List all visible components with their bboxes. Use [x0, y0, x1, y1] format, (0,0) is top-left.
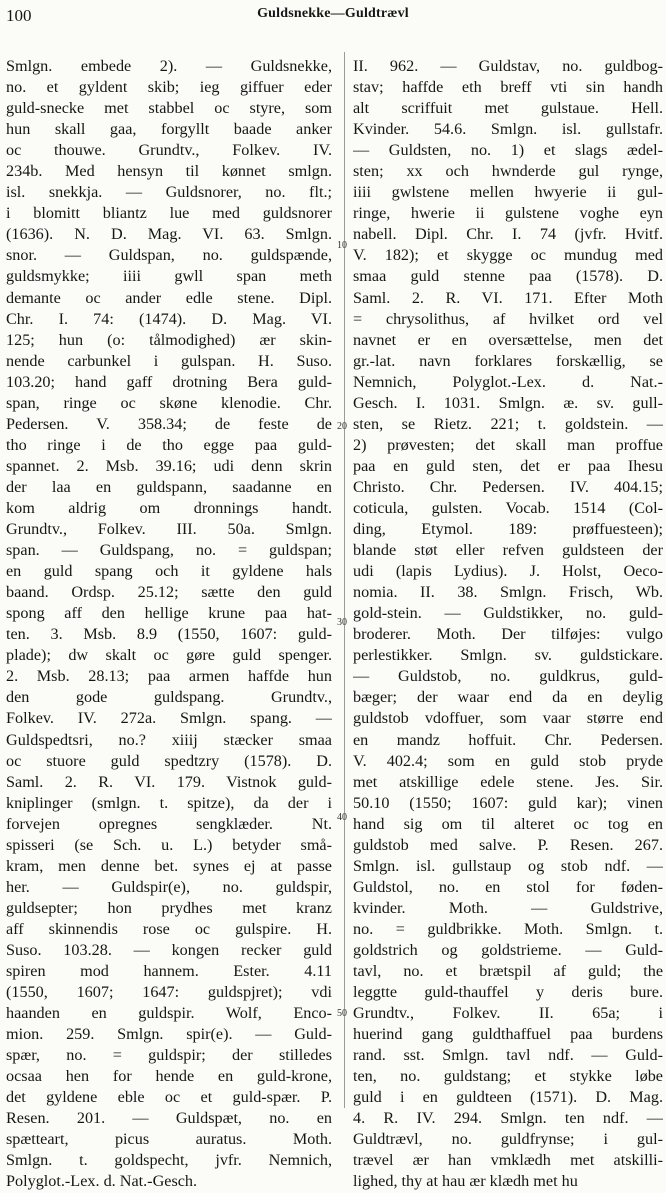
text-line: forvejen opregnes sengklæder. Nt.	[6, 814, 332, 833]
text-line: — Guldsten, no. 1) et slags ædel-	[353, 141, 663, 160]
text-line: gr.-lat. navn forklares forskællig, se	[353, 351, 663, 370]
text-line: guldsmykke; iiii gwll span meth	[6, 267, 332, 286]
text-line: Guldstol, no. en stol for føden-	[353, 877, 663, 896]
text-line: II. 962. — Guldstav, no. guldbog-	[353, 57, 663, 75]
text-line: 2) prøvesten; det skall man proffue	[353, 435, 663, 454]
text-line: kom aldrig om dronnings handt.	[6, 498, 332, 517]
text-line: spong aff den hellige krune paa hat-	[6, 604, 332, 623]
line-number: 20	[337, 421, 347, 432]
text-line: (1636). N. D. Mag. VI. 63. Smlgn.	[6, 225, 332, 244]
text-line: spætteart, picus auratus. Moth.	[6, 1130, 332, 1149]
text-line: span. — Guldspang, no. = guldspan;	[6, 541, 332, 560]
page-number: 100	[6, 6, 32, 25]
text-line: den gode guldspang. Grundtv.,	[6, 688, 332, 707]
text-line: 2. Msb. 28.13; paa armen haffde hun	[6, 667, 332, 686]
text-line: guld i en guldteen (1571). D. Mag.	[353, 1088, 663, 1107]
text-line: ocsaa hen for hende en guld-krone,	[6, 1067, 332, 1086]
line-number: 30	[337, 617, 347, 628]
text-line: 234b. Med hensyn til kønnet smlgn.	[6, 162, 332, 181]
text-line: det gyldene eble oc et guld-spær. P.	[6, 1088, 332, 1107]
text-line: en guld spang och it gyldene hals	[6, 562, 332, 581]
text-line: guldstob med salve. P. Resen. 267.	[353, 835, 663, 854]
line-number: 10	[337, 240, 347, 251]
text-line: demante oc ander edle stene. Dipl.	[6, 288, 332, 307]
text-line: sten; xx och hwnderde gul rynge,	[353, 162, 663, 181]
text-line: isl. snekkja. — Guldsnorer, no. flt.;	[6, 183, 332, 202]
text-line: nabell. Dipl. Chr. I. 74 (jvfr. Hvitf.	[353, 225, 663, 244]
text-line: Nemnich, Polyglot.-Lex. d. Nat.-	[353, 372, 663, 391]
text-line: trævel ær han vmklædh met atskilli-	[353, 1151, 663, 1170]
text-line: haanden en guldspir. Wolf, Enco-	[6, 1004, 332, 1023]
text-line: ding, Etymol. 189: prøffuesteen);	[353, 520, 663, 539]
text-line: baand. Ordsp. 25.12; sætte den guld	[6, 583, 332, 602]
text-line: met atskillige edele stene. Jes. Sir.	[353, 772, 663, 791]
text-line: ringe, hwerie ii gulstene voghe eyn	[353, 204, 663, 223]
text-line: guldsepter; hon prydhes met kranz	[6, 898, 332, 917]
text-line: Smlgn. t. goldspecht, jvfr. Nemnich,	[6, 1151, 332, 1170]
text-line: en mandz hoffuit. Chr. Pedersen.	[353, 730, 663, 749]
text-line: guldstob vdoffuer, som vaar større end	[353, 709, 663, 728]
text-line: (1550, 1607; 1647: guldspjret); vdi	[6, 983, 332, 1002]
text-line: mion. 259. Smlgn. spir(e). — Guld-	[6, 1025, 332, 1044]
text-line: navnet er en oversættelse, men det	[353, 330, 663, 349]
text-line: der laa en guldspann, saadanne en	[6, 477, 332, 496]
text-line: Chr. I. 74: (1474). D. Mag. VI.	[6, 309, 332, 328]
text-line: Saml. 2. R. VI. 179. Vistnok guld-	[6, 772, 332, 791]
text-line: V. 402.4; som en guld stob pryde	[353, 751, 663, 770]
running-head: Guldsnekke—Guldtrævl	[257, 6, 409, 21]
text-line: 103.20; hand gaff drotning Bera guld-	[6, 372, 332, 391]
text-line: Kvinder. 54.6. Smlgn. isl. gullstafr.	[353, 120, 663, 139]
text-line: Guldspedtsri, no.? xiiij stæcker smaa	[6, 730, 332, 749]
text-line: coticula, gulsten. Vocab. 1514 (Col-	[353, 498, 663, 517]
text-line: tho ringe i de tho egge paa guld-	[6, 435, 332, 454]
text-line: i blomitt bliantz lue med guldsnorer	[6, 204, 332, 223]
text-line: aff skinnendis rose oc gulspire. H.	[6, 919, 332, 938]
text-line: guld-snecke met stabbel oc styre, som	[6, 99, 332, 118]
text-line: kram, men denne bet. synes ej at passe	[6, 856, 332, 875]
text-line: no. et gyldent skib; ieg giffuer eder	[6, 78, 332, 97]
text-line: oc stuore guld spedtzry (1578). D.	[6, 751, 332, 770]
text-line: spannet. 2. Msb. 39.16; udi denn skrin	[6, 456, 332, 475]
text-line: = chrysolithus, af hvilket ord vel	[353, 309, 663, 328]
text-line: Pedersen. V. 358.34; de feste de	[6, 414, 332, 433]
text-line: Gesch. I. 1031. Smlgn. æ. sv. gull-	[353, 393, 663, 412]
text-line: spiren mod hannem. Ester. 4.11	[6, 962, 332, 981]
text-line: Smlgn. embede 2). — Guldsnekke,	[6, 57, 332, 75]
text-line: blande støt eller refven guldsteen der	[353, 541, 663, 560]
text-line: span, ringe oc skøne klenodie. Chr.	[6, 393, 332, 412]
text-line: nende carbunkel i gulspan. H. Suso.	[6, 351, 332, 370]
line-number: 40	[337, 812, 347, 823]
text-line: sten, se Rietz. 221; t. goldstein. —	[353, 414, 663, 433]
text-line: smaa guld stenne paa (1578). D.	[353, 267, 663, 286]
text-line: perlestikker. Smlgn. sv. guldstickare.	[353, 646, 663, 665]
text-line: Grundtv., Folkev. III. 50a. Smlgn.	[6, 520, 332, 539]
text-line: bæger; der waar end da en deylig	[353, 688, 663, 707]
text-line: Resen. 201. — Guldspæt, no. en	[6, 1109, 332, 1128]
text-line: hand sig om til alteret oc tog en	[353, 814, 663, 833]
text-line: Suso. 103.28. — kongen recker guld	[6, 940, 332, 959]
text-line: udi (lapis Lydius). J. Holst, Oeco-	[353, 562, 663, 581]
right-column	[353, 56, 663, 1193]
text-line: kniplinger (smlgn. t. spitze), da der i	[6, 793, 332, 812]
text-line: ten. 3. Msb. 8.9 (1550, 1607: guld-	[6, 625, 332, 644]
text-line: alt scriffuit met gulstaue. Hell.	[353, 99, 663, 118]
text-line: no. = guldbrikke. Moth. Smlgn. t.	[353, 919, 663, 938]
text-line: stav; haffde eth breff vti sin handh	[353, 78, 663, 97]
text-line: spisseri (se Sch. u. L.) betyder små-	[6, 835, 332, 854]
line-number: 50	[337, 1008, 347, 1019]
text-line: 50.10 (1550; 1607: guld kar); vinen	[353, 793, 663, 812]
text-line: lighed, thy at hau ær klædh met hu	[353, 1172, 578, 1191]
text-line: Folkev. IV. 272a. Smlgn. spang. —	[6, 709, 332, 728]
text-line: kvinder. Moth. — Guldstrive,	[353, 898, 663, 917]
text-line: broderer. Moth. Der tilføjes: vulgo	[353, 625, 663, 644]
text-line: tavl, no. et brætspil af guld; the	[353, 962, 663, 981]
text-line: leggtte guld-thauffel y deris bure.	[353, 983, 663, 1002]
text-line: spær, no. = guldspir; der stilledes	[6, 1046, 332, 1065]
text-line: Guldtrævl, no. guldfrynse; i gul-	[353, 1130, 663, 1149]
text-line: hun skall gaa, forgyllt baade anker	[6, 120, 332, 139]
text-line: goldstrich og goldstrieme. — Guld-	[353, 940, 663, 959]
text-line: gold-stein. — Guldstikker, no. guld-	[353, 604, 663, 623]
text-line: 125; hun (o: tålmodighed) ær skin-	[6, 330, 332, 349]
text-line: her. — Guldspir(e), no. guldspir,	[6, 877, 332, 896]
text-line: nomia. II. 38. Smlgn. Frisch, Wb.	[353, 583, 663, 602]
text-line: Saml. 2. R. VI. 171. Efter Moth	[353, 288, 663, 307]
left-column	[6, 56, 332, 1193]
text-line: rand. sst. Smlgn. tavl ndf. — Guld-	[353, 1046, 663, 1065]
text-line: Grundtv., Folkev. II. 65a; i	[353, 1004, 663, 1023]
text-line: snor. — Guldspan, no. guldspænde,	[6, 246, 332, 265]
column-divider	[344, 52, 345, 1108]
text-line: ten, no. guldstang; et stykke løbe	[353, 1067, 663, 1086]
text-line: Smlgn. isl. gullstaup og stob ndf. —	[353, 856, 663, 875]
text-line: iiii gwlstene mellen hwyerie ii gul-	[353, 183, 663, 202]
text-line: 4. R. IV. 294. Smlgn. ten ndf. —	[353, 1109, 663, 1128]
text-line: Polyglot.-Lex. d. Nat.-Gesch.	[6, 1172, 198, 1191]
text-line: Christo. Chr. Pedersen. IV. 404.15;	[353, 477, 663, 496]
text-line: paa en guld sten, det er paa Ihesu	[353, 456, 663, 475]
text-line: plade); dw skalt oc gøre guld spenger.	[6, 646, 332, 665]
text-line: — Guldstob, no. guldkrus, guld-	[353, 667, 663, 686]
text-line: oc thouwe. Grundtv., Folkev. IV.	[6, 141, 332, 160]
text-line: V. 182); et skygge oc mundug med	[353, 246, 663, 265]
text-line: huerind gang guldthaffuel paa burdens	[353, 1025, 663, 1044]
